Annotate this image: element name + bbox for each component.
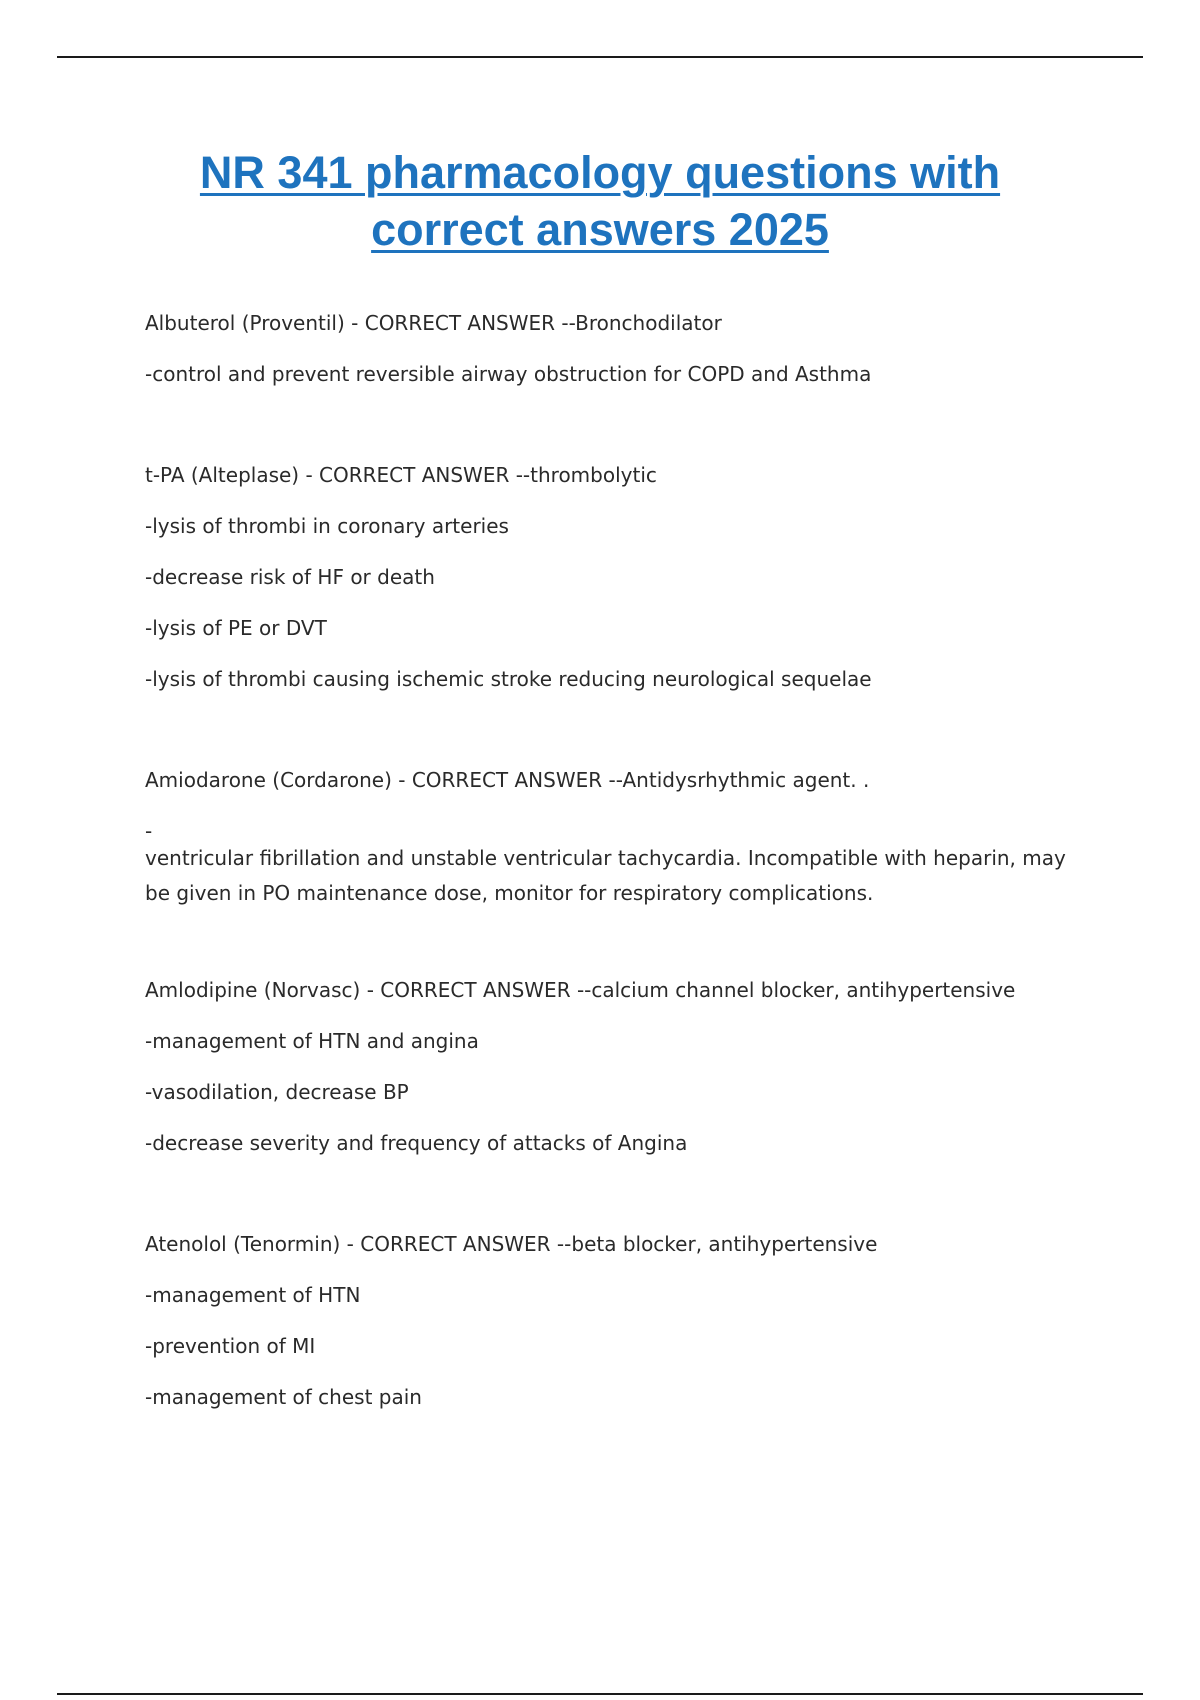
entry-line: -management of chest pain [145, 1385, 422, 1409]
entry-heading: Atenolol (Tenormin) - CORRECT ANSWER --beta blocker, antihypertensive [145, 1232, 878, 1256]
qa-entry-amiodarone [145, 767, 1095, 911]
qa-entry-tpa [145, 462, 1095, 717]
entry-line: -vasodilation, decrease BP [145, 1080, 409, 1104]
top-rule [57, 56, 1143, 58]
qa-entry-amlodipine [145, 977, 1095, 1181]
entry-spacer [145, 1181, 1095, 1231]
qa-entry-atenolol [145, 1231, 1095, 1435]
entry-line: -lysis of thrombi in coronary arteries [145, 514, 509, 538]
title-line-2: correct answers 2025 [371, 204, 829, 255]
document-title [100, 144, 1100, 258]
entry-line: -decrease risk of HF or death [145, 565, 435, 589]
entry-spacer [145, 412, 1095, 462]
entry-spacer [145, 927, 1095, 977]
entry-heading: Amlodipine (Norvasc) - CORRECT ANSWER --calcium channel blocker, antihypertensive [145, 978, 1016, 1002]
entry-line: -control and prevent reversible airway obstruction for COPD and Asthma [145, 362, 872, 386]
entry-line: -prevention of MI [145, 1334, 316, 1358]
entry-line: -lysis of PE or DVT [145, 616, 327, 640]
qa-list [145, 310, 1095, 1435]
entry-heading: Amiodarone (Cordarone) - CORRECT ANSWER --Antidysrhythmic agent. . [145, 768, 870, 792]
title-line-1: NR 341 pharmacology questions with [199, 147, 1001, 198]
entry-spacer [145, 717, 1095, 767]
entry-paragraph: ventricular fibrillation and unstable ventricular tachycardia. Incompatible with heparin, may be given in PO maintenance dose, monitor for respiratory complications. [145, 846, 1066, 905]
entry-heading: Albuterol (Proventil) - CORRECT ANSWER --Bronchodilator [145, 311, 722, 335]
entry-line: -management of HTN [145, 1283, 361, 1307]
entry-dash: - [145, 819, 153, 843]
entry-heading: t-PA (Alteplase) - CORRECT ANSWER --thrombolytic [145, 463, 657, 487]
bottom-rule [57, 1693, 1143, 1695]
qa-entry-albuterol [145, 310, 1095, 412]
entry-line: -decrease severity and frequency of attacks of Angina [145, 1131, 688, 1155]
entry-line: -management of HTN and angina [145, 1029, 479, 1053]
entry-line: -lysis of thrombi causing ischemic stroke reducing neurological sequelae [145, 667, 872, 691]
